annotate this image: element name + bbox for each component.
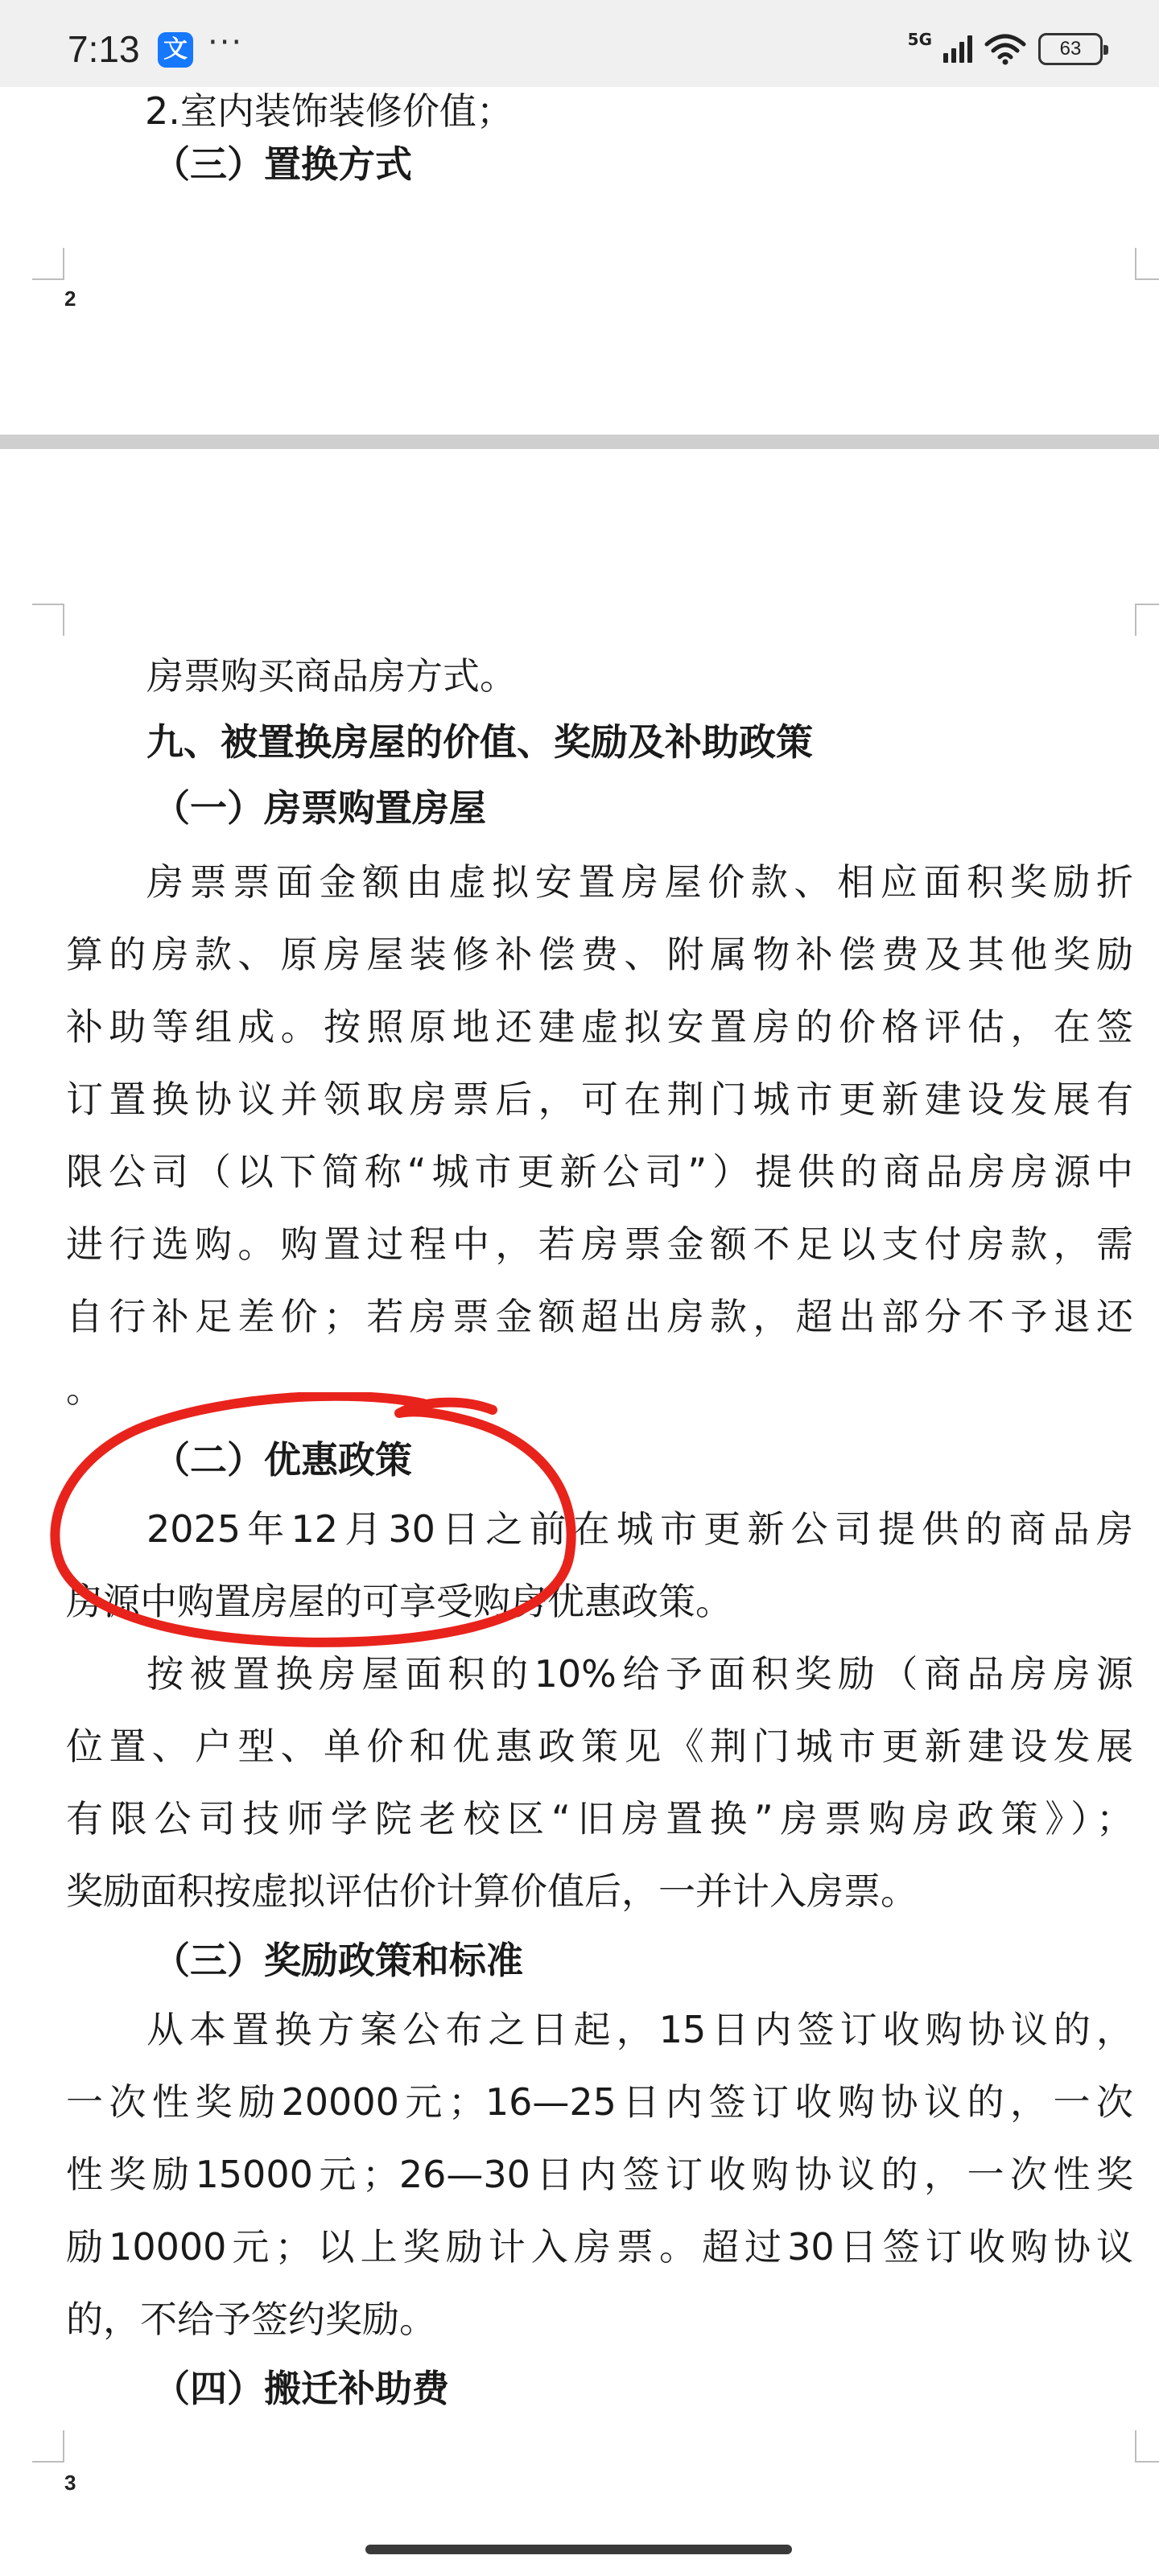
page-corner-mark: [1135, 248, 1159, 280]
body-text-line: 进行选购。购置过程中，若房票金额不足以支付房款，需: [66, 1222, 1133, 1266]
body-text-line: 的，不给予签约奖励。: [66, 2298, 436, 2341]
page2-text-line: 2.室内装饰装修价值；: [145, 89, 514, 133]
battery-icon: [1038, 33, 1103, 65]
wifi-icon: [984, 33, 1027, 65]
translate-app-icon: 文: [158, 32, 193, 68]
page-corner-mark: [32, 604, 64, 636]
body-text-line: 补助等组成。按照原地还建虚拟安置房的价格评估，在签: [66, 1005, 1133, 1049]
body-text-line: 有限公司技师学院老校区“旧房置换”房票购房政策》）；: [66, 1797, 1133, 1840]
subsection-heading: （三）奖励政策和标准: [153, 1939, 523, 1982]
page-corner-mark: [1135, 604, 1159, 636]
page-corner-mark: [32, 2430, 64, 2463]
body-text-line: 算的房款、原房屋装修补偿费、附属物补偿费及其他奖励: [66, 933, 1133, 976]
body-text-line: 2025年12月30日之前在城市更新公司提供的商品房: [146, 1507, 1133, 1551]
body-text-line: 按被置换房屋面积的10%给予面积奖励（商品房房源: [146, 1652, 1133, 1696]
body-text-line: 订置换协议并领取房票后，可在荆门城市更新建设发展有: [66, 1078, 1133, 1121]
section-heading: 九、被置换房屋的价值、奖励及补助政策: [146, 720, 813, 764]
page-corner-mark: [32, 248, 64, 280]
body-text-line: 一次性奖励20000元；16—25日内签订收购协议的，一次: [66, 2080, 1133, 2124]
body-text-line: 位置、户型、单价和优惠政策见《荆门城市更新建设发展: [66, 1725, 1133, 1768]
body-text-line: 限公司（以下简称“城市更新公司”）提供的商品房房源中: [66, 1150, 1133, 1193]
subsection-heading: （四）搬迁补助费: [153, 2367, 449, 2410]
network-type-label: 5G: [907, 30, 932, 49]
page-number: 3: [64, 2471, 76, 2495]
page-separator: [0, 435, 1159, 449]
subsection-heading: （一）房票购置房屋: [153, 786, 486, 830]
body-text-line: 。: [66, 1367, 103, 1411]
body-text-line: 房票票面金额由虚拟安置房屋价款、相应面积奖励折: [146, 860, 1133, 904]
body-text-line: 励10000元；以上奖励计入房票。超过30日签订收购协议: [66, 2225, 1133, 2269]
signal-icon: [943, 35, 972, 63]
body-text-line: 房源中购置房屋的可享受购房优惠政策。: [66, 1580, 732, 1623]
status-bar: [0, 0, 1159, 87]
body-text-line: 从本置换方案公布之日起，15日内签订收购协议的，: [146, 2008, 1133, 2051]
status-time: 7:13: [68, 28, 140, 70]
page-number: 2: [64, 286, 76, 311]
body-text-line: 自行补足差价；若房票金额超出房款，超出部分不予退还: [66, 1295, 1133, 1338]
page2-section-heading: （三）置换方式: [153, 142, 412, 186]
gesture-navigation-bar[interactable]: [365, 2545, 792, 2554]
subsection-heading: （二）优惠政策: [153, 1438, 412, 1482]
document-page-2: [0, 87, 1159, 435]
body-text-line: 性奖励15000元；26—30日内签订收购协议的，一次性奖: [66, 2153, 1133, 2196]
body-text-line: 房票购买商品房方式。: [146, 654, 517, 698]
more-notifications-icon: ···: [208, 24, 244, 61]
page-corner-mark: [1135, 2430, 1159, 2463]
status-indicators: [908, 29, 1103, 69]
document-page-3: [0, 449, 1159, 2576]
body-text-line: 奖励面积按虚拟评估价计算价值后，一并计入房票。: [66, 1869, 918, 1913]
battery-level: 63: [1059, 38, 1082, 60]
